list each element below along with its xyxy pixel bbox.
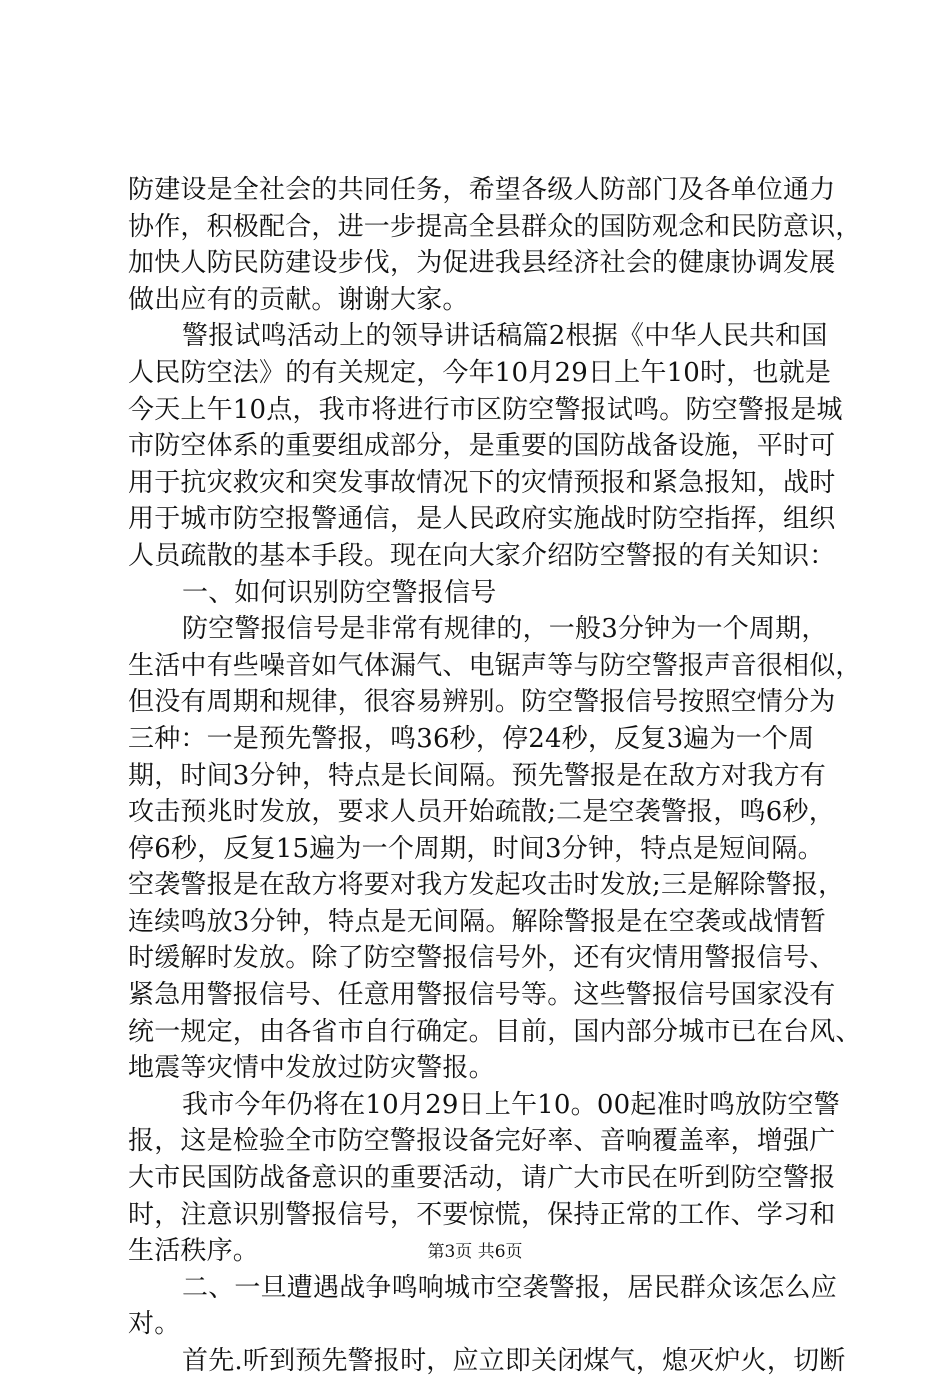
text-line: 用于抗灾救灾和突发事故情况下的灾情预报和紧急报知，战时 [128,467,836,498]
text-line: 对。 [128,1309,181,1340]
text-line: 加快人防民防建设步伐，为促进我县经济社会的健康协调发展 [128,248,836,279]
section-heading: 一、如何识别防空警报信号 [182,577,497,608]
paragraph-start-line: 防空警报信号是非常有规律的，一般3分钟为一个周期， [182,614,828,645]
text-line: 人民防空法》的有关规定，今年10月29日上午10时，也就是 [128,357,832,388]
text-line: 停6秒，反复15遍为一个周期，时间3分钟，特点是短间隔。 [128,833,824,864]
paragraph-start-line: 警报试鸣活动上的领导讲话稿篇2根据《中华人民共和国 [182,321,828,352]
text-line: 三种：一是预先警报，鸣36秒，停24秒，反复3遍为一个周 [128,723,815,754]
text-line: 生活秩序。 [128,1236,260,1267]
text-line: 地震等灾情中发放过防灾警报。 [128,1053,495,1084]
text-line: 但没有周期和规律，很容易辨别。防空警报信号按照空情分为 [128,687,836,718]
paragraph-start-line: 我市今年仍将在10月29日上午10。00起准时鸣放防空警 [182,1089,840,1120]
text-line: 攻击预兆时发放，要求人员开始疏散;二是空袭警报，鸣6秒， [128,797,835,828]
text-line: 时，注意识别警报信号，不要惊慌，保持正常的工作、学习和 [128,1199,836,1230]
text-line: 用于城市防空报警通信，是人民政府实施战时防空指挥，组织 [128,504,836,535]
text-line: 今天上午10点，我市将进行市区防空警报试鸣。防空警报是城 [128,394,843,425]
text-line: 连续鸣放3分钟，特点是无间隔。解除警报是在空袭或战情暂 [128,906,826,937]
text-line: 大市民国防战备意识的重要活动，请广大市民在听到防空警报 [128,1163,836,1194]
text-line: 期，时间3分钟，特点是长间隔。预先警报是在敌方对我方有 [128,760,826,791]
paragraph-start-line: 首先.听到预先警报时，应立即关闭煤气，熄灭炉火，切断 [182,1346,846,1376]
text-line: 生活中有些噪音如气体漏气、电锯声等与防空警报声音很相似， [128,650,862,681]
document-body [128,172,862,1380]
text-line: 空袭警报是在敌方将要对我方发起攻击时发放;三是解除警报， [128,870,845,901]
section-heading: 二、一旦遭遇战争鸣响城市空袭警报，居民群众该怎么应 [182,1272,838,1303]
text-line: 人员疏散的基本手段。现在向大家介绍防空警报的有关知识： [128,540,836,571]
text-line: 协作，积极配合，进一步提高全县群众的国防观念和民防意识， [128,211,862,242]
text-line: 做出应有的贡献。谢谢大家。 [128,284,469,315]
text-line: 市防空体系的重要组成部分，是重要的国防战备设施，平时可 [128,431,836,462]
page-number-footer: 第3页 共6页 [427,1242,523,1262]
text-line: 统一规定，由各省市自行确定。目前，国内部分城市已在台风、 [128,1016,862,1047]
text-line: 时缓解时发放。除了防空警报信号外，还有灾情用警报信号、 [128,943,836,974]
text-line: 报，这是检验全市防空警报设备完好率、音响覆盖率，增强广 [128,1126,836,1157]
text-line: 防建设是全社会的共同任务，希望各级人防部门及各单位通力 [128,175,836,205]
text-line: 紧急用警报信号、任意用警报信号等。这些警报信号国家没有 [128,980,836,1011]
